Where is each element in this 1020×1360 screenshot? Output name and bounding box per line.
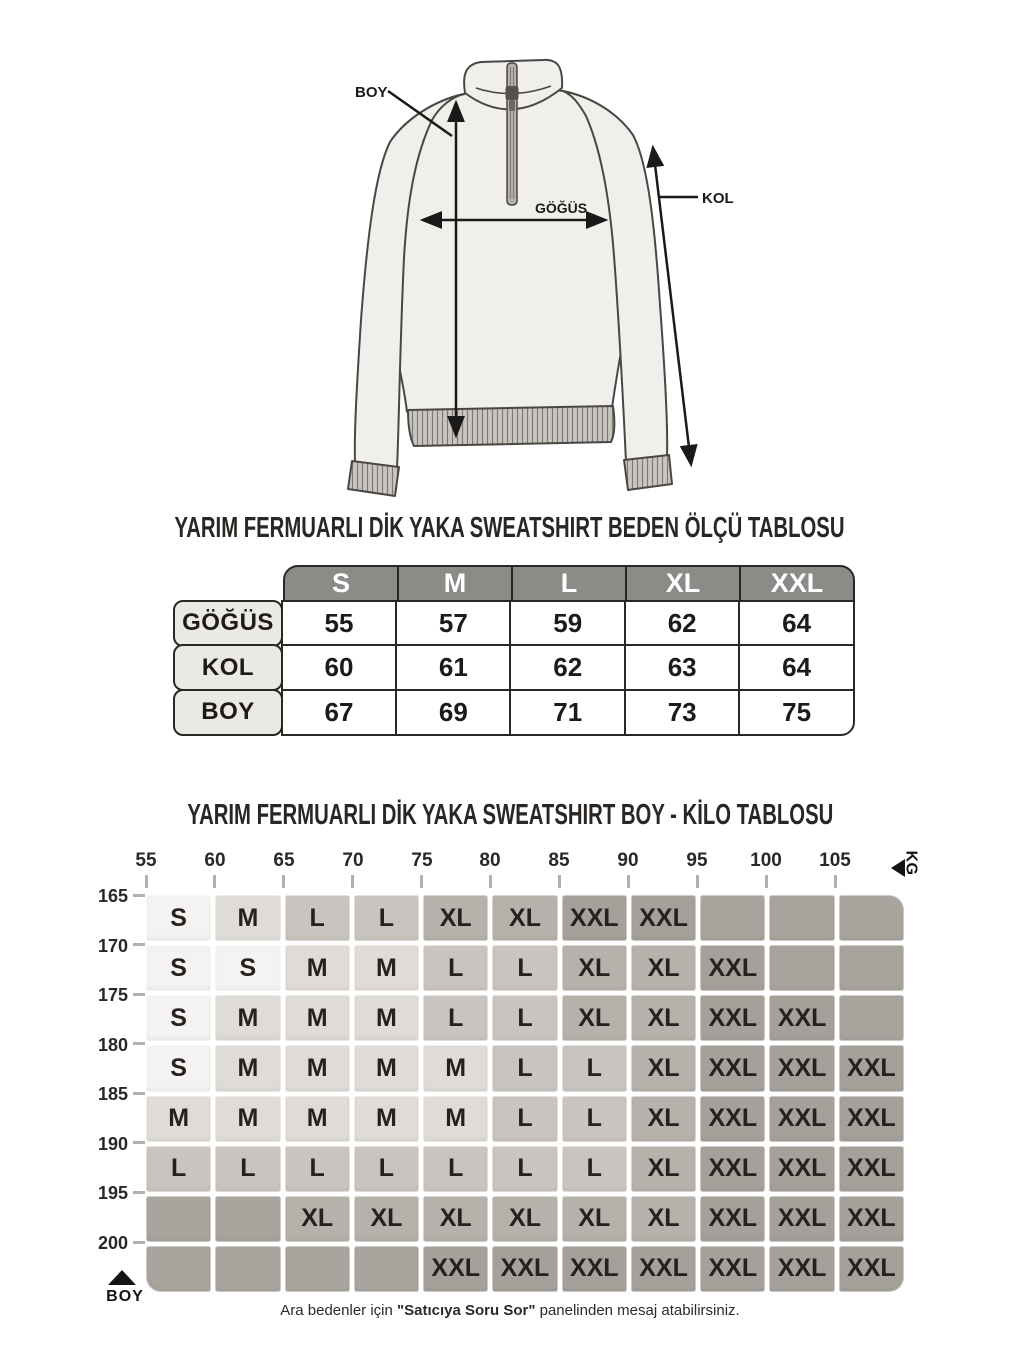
- fit-cell: XL: [631, 995, 696, 1041]
- fit-cell: XL: [562, 995, 627, 1041]
- fit-cell: XL: [285, 1196, 350, 1242]
- boy-diagram-label: BOY: [355, 84, 388, 101]
- footer-note-prefix: Ara bedenler için: [280, 1302, 397, 1319]
- row-label-boy: BOY: [173, 689, 283, 736]
- fit-cell: L: [492, 1096, 557, 1142]
- fit-cell: [215, 1246, 280, 1292]
- hem-ribbing: [408, 406, 614, 446]
- size-column-header: M: [397, 567, 511, 600]
- boy-tick-label: 175: [97, 985, 128, 1005]
- boy-axis: [88, 886, 146, 1295]
- boy-tick-label: 190: [97, 1134, 128, 1154]
- fit-cell: XL: [631, 945, 696, 991]
- measurement-cell: 73: [624, 689, 741, 736]
- fit-cell: L: [492, 945, 557, 991]
- boy-tick-mark: [133, 1241, 145, 1244]
- measurement-cell: 64: [738, 644, 855, 691]
- sweatshirt-diagram: [290, 28, 750, 513]
- fit-cell: [769, 945, 834, 991]
- fit-cell: [839, 895, 904, 941]
- fit-cell: XXL: [769, 1146, 834, 1192]
- fit-cell: M: [354, 1045, 419, 1091]
- fit-cell: XXL: [839, 1096, 904, 1142]
- measurement-cell: 64: [738, 600, 855, 647]
- fit-cell: XXL: [700, 995, 765, 1041]
- fit-table-title: YARIM FERMUARLI DİK YAKA SWEATSHIRT BOY - KİLO TABLOSU: [187, 799, 833, 831]
- fit-cell: L: [215, 1146, 280, 1192]
- kg-tick-mark: [145, 875, 148, 888]
- fit-cell: [839, 995, 904, 1041]
- fit-cell: S: [146, 1045, 211, 1091]
- kg-tick-label: 100: [750, 850, 782, 871]
- fit-cell: [700, 895, 765, 941]
- fit-cell: XXL: [423, 1246, 488, 1292]
- fit-cell: L: [492, 1146, 557, 1192]
- fit-cell: L: [285, 1146, 350, 1192]
- boy-tick-label: 185: [97, 1084, 128, 1104]
- boy-tick-label: 195: [97, 1183, 128, 1203]
- kg-tick-label: 60: [204, 850, 226, 871]
- left-cuff: [348, 461, 399, 496]
- fit-cell: L: [146, 1146, 211, 1192]
- fit-cell: M: [423, 1045, 488, 1091]
- fit-cell: XXL: [700, 1146, 765, 1192]
- fit-cell: M: [215, 895, 280, 941]
- measurement-cell: 67: [281, 689, 398, 736]
- measurement-cell: 57: [395, 600, 512, 647]
- fit-cell: M: [215, 1096, 280, 1142]
- boy-axis-label: BOY: [106, 1288, 144, 1305]
- measurement-cell: 62: [624, 600, 741, 647]
- fit-cell: L: [562, 1096, 627, 1142]
- kg-tick-mark: [834, 875, 837, 888]
- fit-cell: XXL: [769, 1096, 834, 1142]
- row-label-kol: KOL: [173, 644, 283, 691]
- fit-cell: XXL: [631, 1246, 696, 1292]
- kg-tick-mark: [696, 875, 699, 888]
- boy-tick-mark: [133, 1141, 145, 1144]
- boy-tick-mark: [133, 943, 145, 946]
- fit-cell: M: [285, 1096, 350, 1142]
- kg-tick-label: 80: [479, 850, 501, 871]
- fit-cell: XXL: [839, 1146, 904, 1192]
- right-cuff: [624, 455, 672, 490]
- fit-cell: L: [423, 995, 488, 1041]
- kg-tick-mark: [765, 875, 768, 888]
- kg-tick-mark: [420, 875, 423, 888]
- fit-cell: XL: [492, 895, 557, 941]
- fit-cell: S: [146, 895, 211, 941]
- kg-tick-label: 70: [342, 850, 364, 871]
- measurement-cell: 55: [281, 600, 398, 647]
- footer-note: [0, 1302, 1020, 1319]
- half-zipper: [506, 63, 519, 205]
- fit-cell: [215, 1196, 280, 1242]
- kg-tick-mark: [282, 875, 285, 888]
- kg-tick-mark: [627, 875, 630, 888]
- fit-cell: [146, 1246, 211, 1292]
- boy-tick-label: 165: [97, 886, 128, 906]
- fit-cell: XXL: [839, 1196, 904, 1242]
- fit-cell: L: [285, 895, 350, 941]
- fit-cell: XXL: [492, 1246, 557, 1292]
- kg-tick-label: 90: [617, 850, 639, 871]
- boy-tick-mark: [133, 894, 145, 897]
- size-column-header: XL: [625, 567, 739, 600]
- measurement-cell: 60: [281, 644, 398, 691]
- fit-cell: [354, 1246, 419, 1292]
- fit-cell: XL: [631, 1196, 696, 1242]
- kg-tick-mark: [558, 875, 561, 888]
- kg-axis-label: KG: [902, 850, 920, 876]
- footer-note-suffix: panelinden mesaj atabilirsiniz.: [535, 1302, 740, 1319]
- fit-cell: S: [146, 945, 211, 991]
- measurement-cell: 63: [624, 644, 741, 691]
- height-weight-size-grid: [146, 895, 904, 1292]
- boy-tick-mark: [133, 1042, 145, 1045]
- boy-tick-label: 200: [97, 1233, 128, 1253]
- boy-tick-mark: [133, 993, 145, 996]
- measurement-cell: 61: [395, 644, 512, 691]
- kg-tick-label: 55: [135, 850, 157, 871]
- size-measurement-table: [173, 565, 855, 736]
- fit-cell: XXL: [631, 895, 696, 941]
- measurement-cell: 69: [395, 689, 512, 736]
- kg-axis: [135, 850, 936, 894]
- size-column-header: XXL: [739, 567, 853, 600]
- fit-cell: [285, 1246, 350, 1292]
- kg-tick-label: 85: [548, 850, 570, 871]
- fit-cell: XL: [423, 895, 488, 941]
- fit-cell: XXL: [769, 1045, 834, 1091]
- size-column-header: L: [511, 567, 625, 600]
- measurement-cell: 59: [509, 600, 626, 647]
- fit-cell: L: [354, 1146, 419, 1192]
- boy-tick-label: 170: [97, 936, 128, 956]
- footer-note-bold: "Satıcıya Soru Sor": [397, 1302, 536, 1319]
- boy-tick-mark: [133, 1191, 145, 1194]
- fit-cell: XL: [631, 1146, 696, 1192]
- fit-cell: M: [285, 1045, 350, 1091]
- kg-tick-mark: [351, 875, 354, 888]
- fit-cell: XXL: [700, 1246, 765, 1292]
- fit-cell: XL: [562, 1196, 627, 1242]
- fit-cell: XXL: [562, 895, 627, 941]
- fit-cell: XXL: [839, 1045, 904, 1091]
- fit-cell: XL: [492, 1196, 557, 1242]
- fit-cell: XXL: [700, 1096, 765, 1142]
- kg-tick-mark: [213, 875, 216, 888]
- fit-cell: [769, 895, 834, 941]
- fit-cell: XXL: [769, 1196, 834, 1242]
- size-table-header-row: [283, 565, 855, 602]
- fit-cell: M: [215, 995, 280, 1041]
- fit-cell: XXL: [700, 945, 765, 991]
- fit-cell: XXL: [700, 1196, 765, 1242]
- fit-cell: XXL: [769, 1246, 834, 1292]
- fit-cell: L: [423, 945, 488, 991]
- table-row: [173, 600, 855, 647]
- fit-cell: XL: [423, 1196, 488, 1242]
- measurement-cell: 71: [509, 689, 626, 736]
- size-column-header: S: [331, 568, 350, 598]
- fit-cell: L: [492, 1045, 557, 1091]
- kg-tick-label: 105: [819, 850, 851, 871]
- measurement-cell: 62: [509, 644, 626, 691]
- garment-drawing: [348, 60, 672, 496]
- kg-tick-label: 65: [273, 850, 295, 871]
- fit-cell: M: [215, 1045, 280, 1091]
- fit-cell: L: [492, 995, 557, 1041]
- fit-cell: XL: [631, 1045, 696, 1091]
- row-label-gogus: GÖĞÜS: [173, 600, 283, 647]
- fit-cell: M: [423, 1096, 488, 1142]
- table-row: [173, 644, 855, 691]
- boy-tick-label: 180: [97, 1035, 128, 1055]
- fit-cell: XXL: [562, 1246, 627, 1292]
- kg-tick-label: 95: [686, 850, 708, 871]
- fit-cell: S: [215, 945, 280, 991]
- kol-diagram-label: KOL: [702, 190, 734, 207]
- fit-cell: XL: [562, 945, 627, 991]
- fit-cell: XXL: [700, 1045, 765, 1091]
- fit-cell: XL: [631, 1096, 696, 1142]
- gogus-diagram-label: GÖĞÜS: [534, 200, 588, 216]
- fit-cell: L: [354, 895, 419, 941]
- fit-cell: M: [146, 1096, 211, 1142]
- fit-cell: L: [562, 1045, 627, 1091]
- fit-cell: M: [285, 995, 350, 1041]
- boy-tick-mark: [133, 1092, 145, 1095]
- kg-tick-mark: [489, 875, 492, 888]
- boy-axis-arrow-icon: [108, 1270, 136, 1285]
- fit-cell: XL: [354, 1196, 419, 1242]
- fit-cell: L: [423, 1146, 488, 1192]
- fit-cell: M: [285, 945, 350, 991]
- table-row: [173, 689, 855, 736]
- fit-cell: [146, 1196, 211, 1242]
- kg-tick-label: 75: [411, 850, 433, 871]
- fit-cell: M: [354, 995, 419, 1041]
- fit-cell: XXL: [769, 995, 834, 1041]
- size-table-title: YARIM FERMUARLI DİK YAKA SWEATSHIRT BEDEN ÖLÇÜ TABLOSU: [175, 512, 845, 544]
- fit-cell: M: [354, 1096, 419, 1142]
- fit-cell: [839, 945, 904, 991]
- fit-cell: M: [354, 945, 419, 991]
- fit-cell: L: [562, 1146, 627, 1192]
- fit-cell: XXL: [839, 1246, 904, 1292]
- fit-cell: S: [146, 995, 211, 1041]
- measurement-cell: 75: [738, 689, 855, 736]
